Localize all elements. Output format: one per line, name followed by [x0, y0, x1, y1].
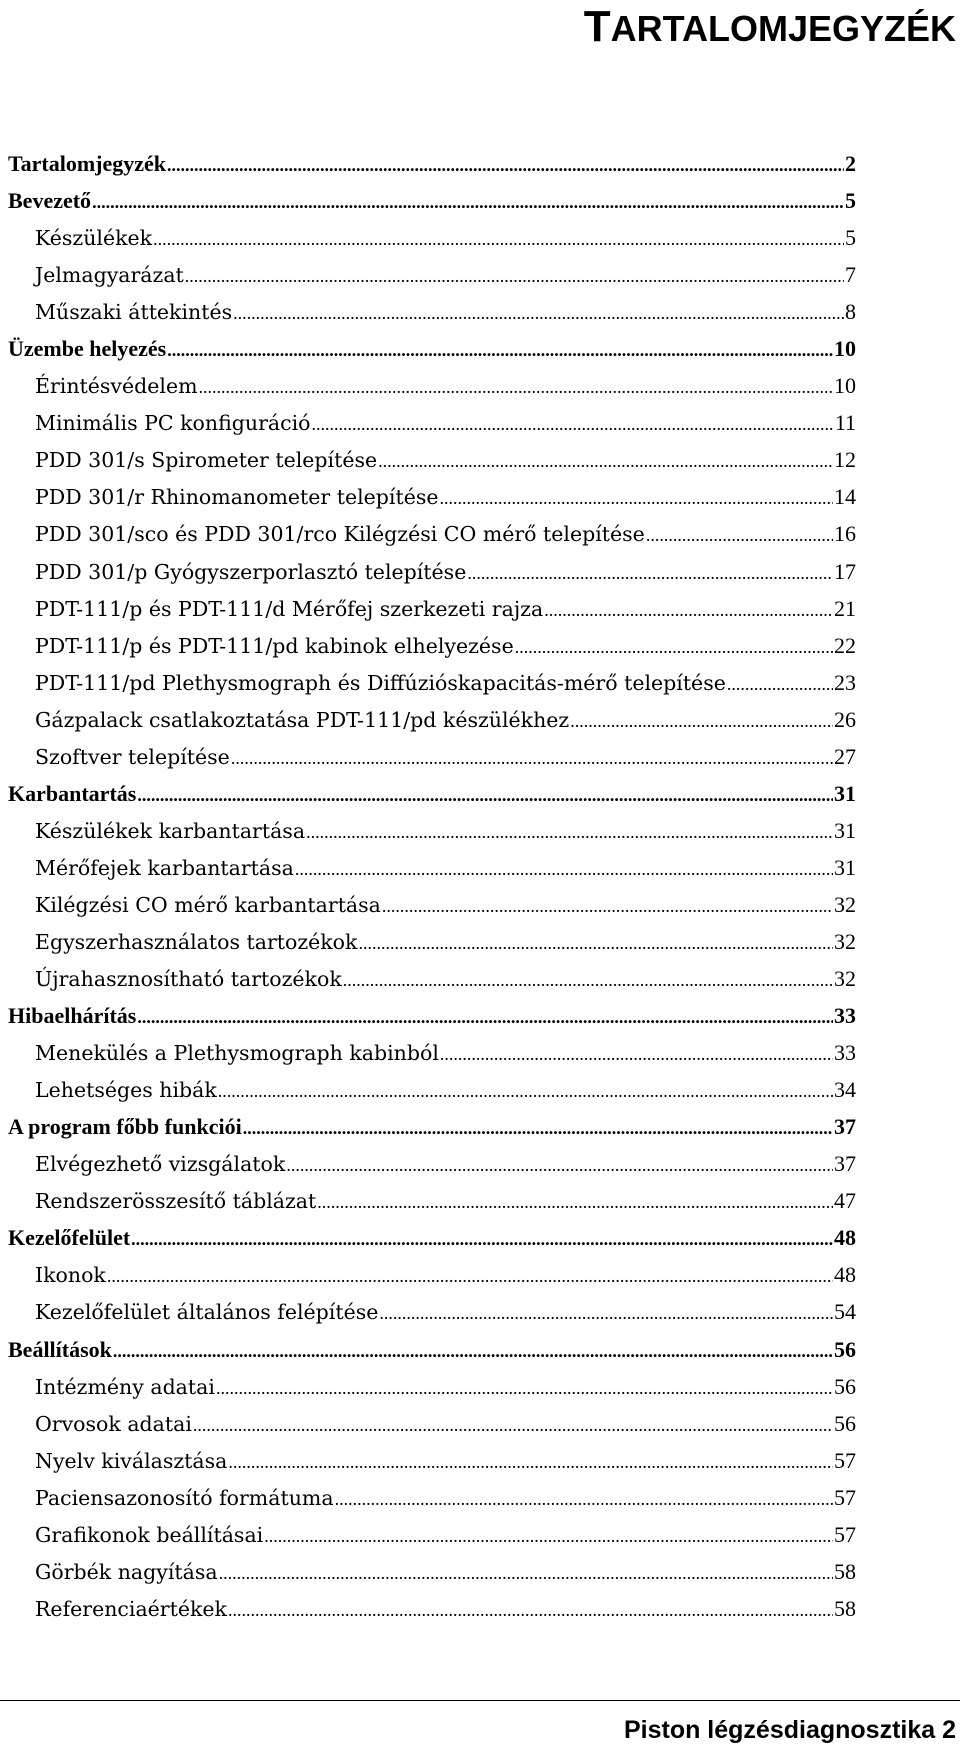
- toc-section-entry[interactable]: [8, 1374, 856, 1411]
- toc-dot-leader: [379, 1300, 833, 1324]
- toc-section-entry[interactable]: [8, 521, 856, 558]
- toc-entry-label: Lehetséges hibák: [35, 1078, 217, 1103]
- toc-dot-leader: [153, 226, 844, 250]
- toc-section-entry[interactable]: [8, 670, 856, 707]
- toc-entry-label: Kilégzési CO mérő karbantartása: [35, 892, 381, 917]
- toc-section-entry[interactable]: [8, 410, 856, 447]
- toc-dot-leader: [306, 819, 833, 843]
- toc-section-entry[interactable]: [8, 1262, 856, 1299]
- toc-chapter-entry[interactable]: [8, 1337, 856, 1374]
- toc-entry-page-number: 16: [834, 521, 856, 547]
- toc-dot-leader: [378, 448, 833, 472]
- toc-entry-page-number: 34: [834, 1077, 856, 1103]
- toc-entry-label: Készülékek: [35, 226, 153, 251]
- toc-entry-page-number: 8: [845, 299, 856, 325]
- toc-section-entry[interactable]: [8, 1188, 856, 1225]
- toc-entry-label: PDT-111/pd Plethysmograph és Diffúzióskapacitás-mérő telepítése: [35, 670, 726, 695]
- toc-entry-page-number: 33: [834, 1040, 856, 1066]
- toc-entry-page-number: 31: [834, 780, 856, 806]
- toc-dot-leader: [570, 708, 833, 732]
- toc-dot-leader: [231, 745, 833, 769]
- toc-dot-leader: [295, 856, 833, 880]
- toc-dot-leader: [243, 1114, 833, 1140]
- toc-dot-leader: [228, 1597, 833, 1621]
- toc-entry-label: PDT-111/p és PDT-111/d Mérőfej szerkezeti rajza: [35, 596, 544, 621]
- toc-entry-label: Beállítások: [8, 1336, 112, 1362]
- toc-section-entry[interactable]: [8, 892, 856, 929]
- toc-entry-page-number: 54: [834, 1299, 856, 1325]
- toc-entry-label: Kezelőfelület általános felépítése: [35, 1300, 379, 1325]
- toc-dot-leader: [167, 151, 844, 177]
- table-of-contents: [8, 151, 856, 1633]
- toc-dot-leader: [343, 967, 833, 991]
- toc-section-entry[interactable]: [8, 1596, 856, 1633]
- toc-entry-page-number: 5: [845, 188, 856, 214]
- toc-section-entry[interactable]: [8, 373, 856, 410]
- toc-dot-leader: [264, 1523, 833, 1547]
- toc-entry-label: Érintésvédelem: [35, 374, 198, 399]
- toc-entry-label: Hibaelhárítás: [8, 1003, 137, 1029]
- toc-dot-leader: [515, 634, 833, 658]
- toc-chapter-entry[interactable]: [8, 1114, 856, 1151]
- toc-entry-page-number: 5: [845, 225, 856, 251]
- toc-dot-leader: [199, 374, 833, 398]
- toc-dot-leader: [137, 781, 833, 807]
- toc-dot-leader: [382, 893, 833, 917]
- toc-entry-label: Készülékek karbantartása: [35, 818, 306, 843]
- toc-chapter-entry[interactable]: [8, 188, 856, 225]
- toc-section-entry[interactable]: [8, 1411, 856, 1448]
- toc-dot-leader: [167, 336, 833, 362]
- toc-entry-page-number: 56: [834, 1373, 856, 1399]
- toc-section-entry[interactable]: [8, 966, 856, 1003]
- toc-entry-label: Szoftver telepítése: [35, 744, 230, 769]
- toc-entry-page-number: 17: [834, 558, 856, 584]
- toc-dot-leader: [727, 671, 833, 695]
- toc-entry-page-number: 58: [834, 1558, 856, 1584]
- toc-entry-label: Jelmagyarázat: [35, 263, 184, 288]
- toc-section-entry[interactable]: [8, 596, 856, 633]
- toc-dot-leader: [216, 1375, 833, 1399]
- toc-entry-label: PDD 301/sco és PDD 301/rco Kilégzési CO mérő telepítése: [35, 522, 645, 547]
- toc-entry-label: A program főbb funkciói: [8, 1114, 242, 1140]
- toc-entry-page-number: 7: [845, 262, 856, 288]
- toc-entry-page-number: 11: [834, 410, 856, 436]
- toc-entry-page-number: 14: [834, 484, 856, 510]
- toc-dot-leader: [131, 1225, 833, 1251]
- toc-dot-leader: [228, 1449, 833, 1473]
- toc-entry-page-number: 37: [834, 1151, 856, 1177]
- toc-entry-page-number: 32: [834, 966, 856, 992]
- toc-section-entry[interactable]: [8, 744, 856, 781]
- toc-section-entry[interactable]: [8, 262, 856, 299]
- toc-entry-page-number: 27: [834, 743, 856, 769]
- toc-entry-page-number: 22: [834, 632, 856, 658]
- toc-dot-leader: [137, 1003, 833, 1029]
- toc-entry-label: Minimális PC konfiguráció: [35, 411, 311, 436]
- footer-divider: [0, 1700, 960, 1701]
- toc-section-entry[interactable]: [8, 225, 856, 262]
- toc-section-entry[interactable]: [8, 1448, 856, 1485]
- toc-entry-label: Üzembe helyezés: [8, 336, 167, 362]
- toc-entry-label: Elvégezhető vizsgálatok: [35, 1152, 286, 1177]
- toc-section-entry[interactable]: [8, 1151, 856, 1188]
- toc-entry-label: Karbantartás: [8, 780, 137, 806]
- toc-entry-page-number: 31: [834, 854, 856, 880]
- toc-dot-leader: [358, 930, 833, 954]
- toc-entry-label: PDD 301/p Gyógyszerporlasztó telepítése: [35, 559, 467, 584]
- toc-section-entry[interactable]: [8, 818, 856, 855]
- toc-entry-page-number: 10: [834, 373, 856, 399]
- toc-dot-leader: [311, 411, 833, 435]
- toc-entry-page-number: 2: [845, 151, 856, 176]
- toc-section-entry[interactable]: [8, 929, 856, 966]
- toc-entry-page-number: 47: [834, 1188, 856, 1214]
- toc-dot-leader: [335, 1486, 833, 1510]
- toc-dot-leader: [317, 1189, 833, 1213]
- toc-entry-label: Orvosok adatai: [35, 1411, 192, 1436]
- toc-entry-label: Paciensazonosító formátuma: [35, 1485, 334, 1510]
- toc-entry-label: PDD 301/r Rhinomanometer telepítése: [35, 485, 439, 510]
- toc-entry-label: Intézmény adatai: [35, 1374, 215, 1399]
- toc-section-entry[interactable]: [8, 1485, 856, 1522]
- toc-entry-page-number: 37: [834, 1114, 856, 1140]
- toc-entry-page-number: 57: [834, 1484, 856, 1510]
- toc-section-entry[interactable]: [8, 1040, 856, 1077]
- toc-entry-label: Bevezető: [8, 188, 92, 214]
- toc-entry-page-number: 57: [834, 1521, 856, 1547]
- toc-entry-label: Tartalomjegyzék: [8, 151, 167, 176]
- page-title-rest: ARTALOMJEGYZÉK: [610, 8, 956, 49]
- toc-entry-page-number: 56: [834, 1336, 856, 1362]
- toc-dot-leader: [218, 1078, 833, 1102]
- toc-entry-page-number: 26: [834, 706, 856, 732]
- toc-entry-label: Gázpalack csatlakoztatása PDT-111/pd készülékhez: [35, 707, 570, 732]
- toc-entry-page-number: 48: [834, 1225, 856, 1251]
- toc-section-entry[interactable]: [8, 707, 856, 744]
- toc-section-entry[interactable]: [8, 1522, 856, 1559]
- page-title-initial: T: [583, 2, 611, 51]
- toc-dot-leader: [286, 1152, 833, 1176]
- toc-entry-label: Referenciaértékek: [35, 1596, 227, 1621]
- toc-chapter-entry[interactable]: [8, 336, 856, 373]
- toc-section-entry[interactable]: [8, 1077, 856, 1114]
- toc-entry-label: Görbék nagyítása: [35, 1559, 218, 1584]
- toc-chapter-entry[interactable]: [8, 781, 856, 818]
- toc-dot-leader: [92, 188, 844, 214]
- toc-dot-leader: [185, 263, 844, 287]
- toc-section-entry[interactable]: [8, 447, 856, 484]
- toc-section-entry[interactable]: [8, 855, 856, 892]
- toc-entry-label: Grafikonok beállításai: [35, 1522, 264, 1547]
- toc-entry-label: Mérőfejek karbantartása: [35, 855, 294, 880]
- toc-section-entry[interactable]: [8, 1299, 856, 1336]
- toc-entry-label: Egyszerhasználatos tartozékok: [35, 929, 358, 954]
- toc-entry-page-number: 12: [834, 447, 856, 473]
- toc-dot-leader: [467, 560, 833, 584]
- toc-entry-page-number: 10: [834, 336, 856, 362]
- toc-entry-label: Ikonok: [35, 1263, 106, 1288]
- toc-dot-leader: [544, 597, 833, 621]
- toc-entry-page-number: 33: [834, 1003, 856, 1029]
- toc-entry-label: Kezelőfelület: [8, 1225, 131, 1251]
- toc-dot-leader: [646, 522, 833, 546]
- toc-entry-label: Rendszerösszesítő táblázat: [35, 1189, 317, 1214]
- toc-entry-page-number: 21: [834, 595, 856, 621]
- toc-dot-leader: [233, 300, 844, 324]
- toc-chapter-entry[interactable]: [8, 151, 856, 188]
- toc-dot-leader: [107, 1263, 833, 1287]
- page-title: [584, 2, 956, 52]
- toc-dot-leader: [440, 485, 834, 509]
- toc-entry-page-number: 32: [834, 928, 856, 954]
- toc-entry-label: Menekülés a Plethysmograph kabinból: [35, 1041, 439, 1066]
- toc-entry-page-number: 32: [834, 891, 856, 917]
- footer-text: Piston légzésdiagnosztika 2: [623, 1716, 956, 1744]
- toc-entry-label: PDT-111/p és PDT-111/pd kabinok elhelyezése: [35, 633, 514, 658]
- toc-entry-page-number: 58: [834, 1595, 856, 1621]
- toc-entry-page-number: 57: [834, 1447, 856, 1473]
- toc-section-entry[interactable]: [8, 559, 856, 596]
- toc-section-entry[interactable]: [8, 633, 856, 670]
- toc-section-entry[interactable]: [8, 299, 856, 336]
- toc-entry-label: PDD 301/s Spirometer telepítése: [35, 448, 378, 473]
- toc-dot-leader: [193, 1412, 833, 1436]
- toc-entry-page-number: 48: [834, 1262, 856, 1288]
- toc-dot-leader: [113, 1337, 833, 1363]
- toc-entry-page-number: 31: [834, 817, 856, 843]
- toc-entry-page-number: 23: [834, 669, 856, 695]
- toc-chapter-entry[interactable]: [8, 1225, 856, 1262]
- toc-chapter-entry[interactable]: [8, 1003, 856, 1040]
- toc-section-entry[interactable]: [8, 1559, 856, 1596]
- toc-entry-label: Nyelv kiválasztása: [35, 1448, 228, 1473]
- toc-dot-leader: [219, 1560, 833, 1584]
- toc-entry-page-number: 56: [834, 1410, 856, 1436]
- toc-entry-label: Műszaki áttekintés: [35, 300, 233, 325]
- toc-section-entry[interactable]: [8, 484, 856, 521]
- toc-entry-label: Újrahasznosítható tartozékok: [35, 967, 342, 992]
- toc-dot-leader: [440, 1041, 833, 1065]
